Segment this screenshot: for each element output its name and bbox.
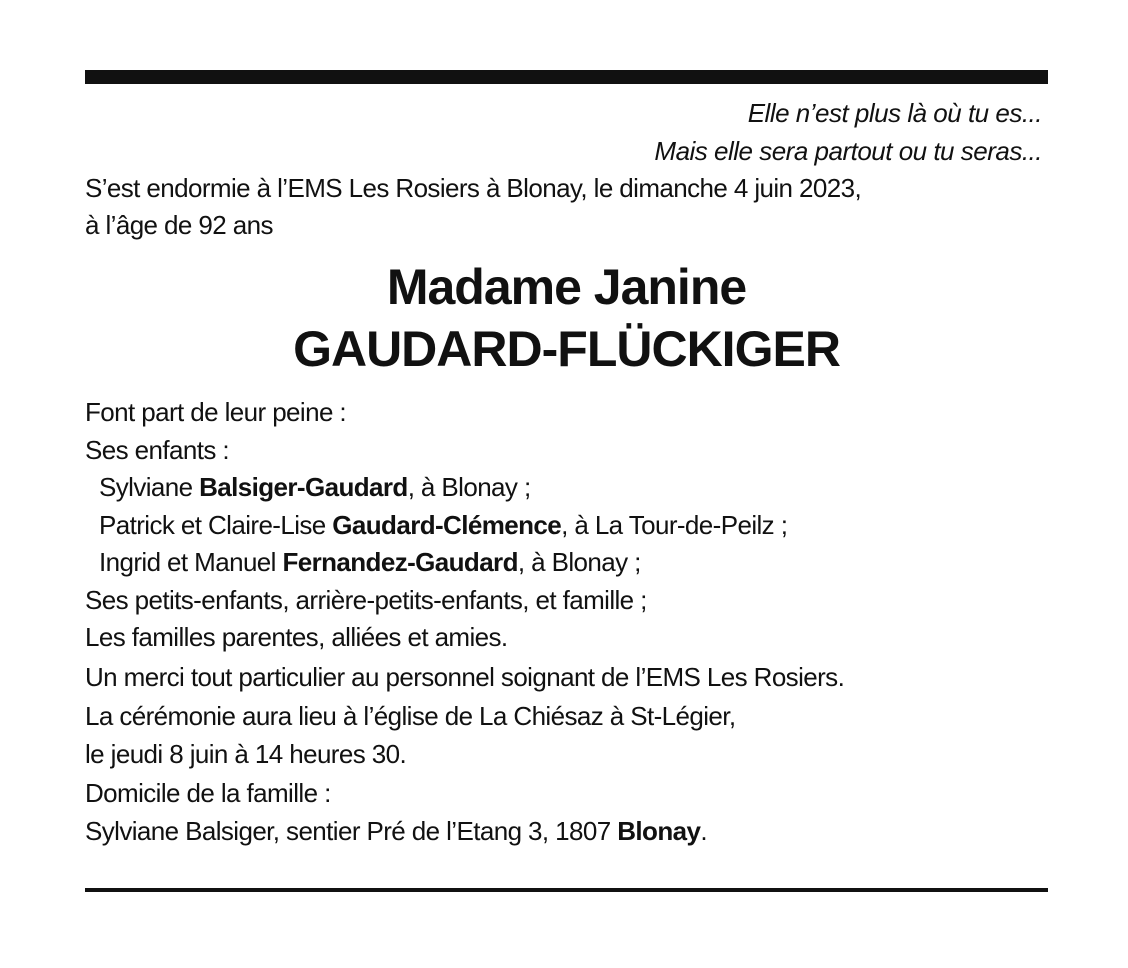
epigraph [85, 94, 1048, 170]
obituary-notice [85, 70, 1048, 850]
child-place: , à La Tour-de-Peilz ; [561, 509, 788, 540]
child-place: , à Blonay ; [407, 472, 531, 502]
child-line [85, 469, 1048, 507]
child-line [85, 507, 1048, 545]
domicile-end: . [700, 815, 707, 846]
bottom-rule [85, 888, 1048, 892]
deceased-name-line-2: GAUDARD-FLÜCKIGER [293, 321, 840, 377]
child-place: , à Blonay ; [517, 547, 641, 577]
child-line [85, 544, 1048, 582]
domicile-address [85, 813, 1048, 851]
domicile-city: Blonay [617, 815, 701, 846]
intro-line-1: S’est endormie à l’EMS Les Rosiers à Blonay, le dimanche 4 juin 2023, [85, 173, 862, 203]
child-first: Sylviane [99, 472, 200, 502]
deceased-name-line-1: Madame Janine [386, 259, 747, 315]
epigraph-line-2: Mais elle sera partout ou tu seras... [654, 136, 1042, 166]
ceremony-line-1: La cérémonie aura lieu à l’église de La Chiésaz à St-Légier, [85, 701, 736, 731]
epigraph-line-1: Elle n’est plus là où tu es... [747, 98, 1042, 128]
ceremony-line-2: le jeudi 8 juin à 14 heures 30. [85, 738, 407, 769]
intro [85, 170, 1048, 244]
grandchildren-line: Ses petits-enfants, arrière-petits-enfants, et famille ; [85, 584, 647, 615]
domicile-street: Sylviane Balsiger, sentier Pré de l’Etang 3, 1807 [85, 815, 618, 846]
announcement-heading: Font part de leur peine : [85, 397, 347, 427]
child-surname: Gaudard-Clémence [332, 509, 562, 540]
intro-line-2: à l’âge de 92 ans [85, 210, 273, 240]
announcement-body [85, 394, 1048, 850]
children-heading: Ses enfants : [85, 434, 229, 465]
child-surname: Balsiger-Gaudard [199, 472, 408, 502]
top-rule [85, 70, 1048, 84]
child-surname: Fernandez-Gaudard [282, 547, 518, 577]
deceased-name [85, 256, 1048, 380]
families-line: Les familles parentes, alliées et amies. [85, 622, 508, 652]
thanks-line: Un merci tout particulier au personnel soignant de l’EMS Les Rosiers. [85, 661, 845, 692]
child-first: Ingrid et Manuel [99, 547, 283, 577]
domicile-heading: Domicile de la famille : [85, 778, 331, 808]
child-first: Patrick et Claire-Lise [99, 509, 333, 540]
